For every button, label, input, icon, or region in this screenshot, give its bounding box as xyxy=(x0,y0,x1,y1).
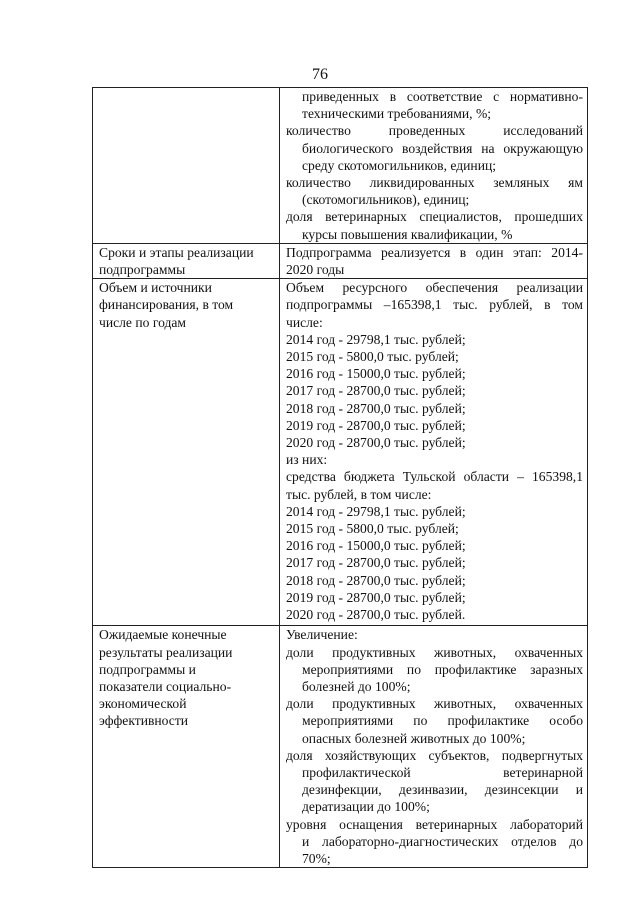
content-line: количество проведенных исследований xyxy=(286,123,583,139)
content-line: 2015 год - 5800,0 тыс. рублей; xyxy=(286,521,459,537)
content-line: курсы повышения квалификации, % xyxy=(302,226,513,242)
content-line: (скотомогильников), единиц; xyxy=(302,192,470,208)
row-content-cell xyxy=(280,88,588,244)
content-line: дератизации до 100%; xyxy=(302,799,430,815)
content-line: мероприятиями по профилактике заразных xyxy=(302,661,583,677)
content-line: дезинфекции, дезинвазии, дезинсекции и xyxy=(302,782,583,798)
content-line: и лабораторно-диагностических отделов до xyxy=(302,833,583,849)
label-line: результаты реализации xyxy=(99,644,233,660)
row-content-cell xyxy=(280,626,588,868)
content-line: Увеличение: xyxy=(286,627,358,643)
row-label-cell xyxy=(93,243,280,278)
content-line: 2014 год - 29798,1 тыс. рублей; xyxy=(286,331,466,347)
content-line: опасных болезней животных до 100%; xyxy=(302,730,526,746)
content-line: 2018 год - 28700,0 тыс. рублей; xyxy=(286,400,466,416)
content-line: мероприятиями по профилактике особо xyxy=(302,713,583,729)
content-line: техническими требованиями, %; xyxy=(302,106,492,122)
label-line: экономической xyxy=(99,696,187,712)
label-line: показатели социально- xyxy=(99,678,232,694)
content-line: 2016 год - 15000,0 тыс. рублей; xyxy=(286,366,466,382)
row-label-cell xyxy=(93,626,280,868)
content-line: 2017 год - 28700,0 тыс. рублей; xyxy=(286,383,466,399)
label-line: Сроки и этапы реализации xyxy=(99,244,254,260)
content-line: 2020 годы xyxy=(286,262,345,278)
content-line: числе: xyxy=(286,314,323,330)
label-line: подпрограммы и xyxy=(99,661,196,677)
content-line: тыс. рублей, в том числе: xyxy=(286,486,432,502)
content-line: профилактической ветеринарной xyxy=(302,764,583,780)
content-line: доля хозяйствующих субъектов, подвергнутых xyxy=(286,747,583,763)
content-line: доли продуктивных животных, охваченных xyxy=(286,696,583,712)
passport-table xyxy=(92,87,588,868)
content-line: болезней до 100%; xyxy=(302,678,411,694)
content-line: подпрограммы –165398,1 тыс. рублей, в том xyxy=(286,297,583,313)
table-row xyxy=(93,243,588,278)
content-line: Подпрограмма реализуется в один этап: 2014- xyxy=(286,244,583,260)
page-number: 76 xyxy=(312,66,328,83)
content-line: 2016 год - 15000,0 тыс. рублей; xyxy=(286,538,466,554)
label-line: эффективности xyxy=(99,713,189,729)
content-line: из них: xyxy=(286,452,328,468)
content-line: 2020 год - 28700,0 тыс. рублей; xyxy=(286,435,466,451)
content-line: 70%; xyxy=(302,850,331,866)
content-line: 2020 год - 28700,0 тыс. рублей. xyxy=(286,607,466,623)
table-row xyxy=(93,279,588,626)
row-content-cell xyxy=(280,243,588,278)
content-line: доля ветеринарных специалистов, прошедших xyxy=(286,209,583,225)
label-line: Объем и источники xyxy=(99,280,212,296)
label-line: финансирования, в том xyxy=(99,297,234,313)
content-line: приведенных в соответствие с нормативно- xyxy=(302,89,583,104)
label-line: Ожидаемые конечные xyxy=(99,627,227,643)
label-line: подпрограммы xyxy=(99,262,186,278)
content-line: 2019 год - 28700,0 тыс. рублей; xyxy=(286,589,466,605)
content-line: 2017 год - 28700,0 тыс. рублей; xyxy=(286,555,466,571)
content-line: Объем ресурсного обеспечения реализации xyxy=(286,280,583,296)
table-row xyxy=(93,626,588,868)
content-line: 2015 год - 5800,0 тыс. рублей; xyxy=(286,349,459,365)
content-line: количество ликвидированных земляных ям xyxy=(286,175,583,191)
table-row xyxy=(93,88,588,244)
content-line: 2014 год - 29798,1 тыс. рублей; xyxy=(286,503,466,519)
label-line: числе по годам xyxy=(99,314,187,330)
row-label-cell xyxy=(93,279,280,626)
row-content-cell xyxy=(280,279,588,626)
content-line: средства бюджета Тульской области – 165398,1 xyxy=(286,469,583,485)
content-line: 2019 год - 28700,0 тыс. рублей; xyxy=(286,417,466,433)
content-line: биологического воздействия на окружающую xyxy=(302,140,583,156)
content-line: уровня оснащения ветеринарных лабораторий xyxy=(286,816,583,832)
row-label-cell xyxy=(93,88,280,244)
content-line: среду скотомогильников, единиц; xyxy=(302,157,497,173)
content-line: доли продуктивных животных, охваченных xyxy=(286,644,583,660)
content-line: 2018 год - 28700,0 тыс. рублей; xyxy=(286,572,466,588)
